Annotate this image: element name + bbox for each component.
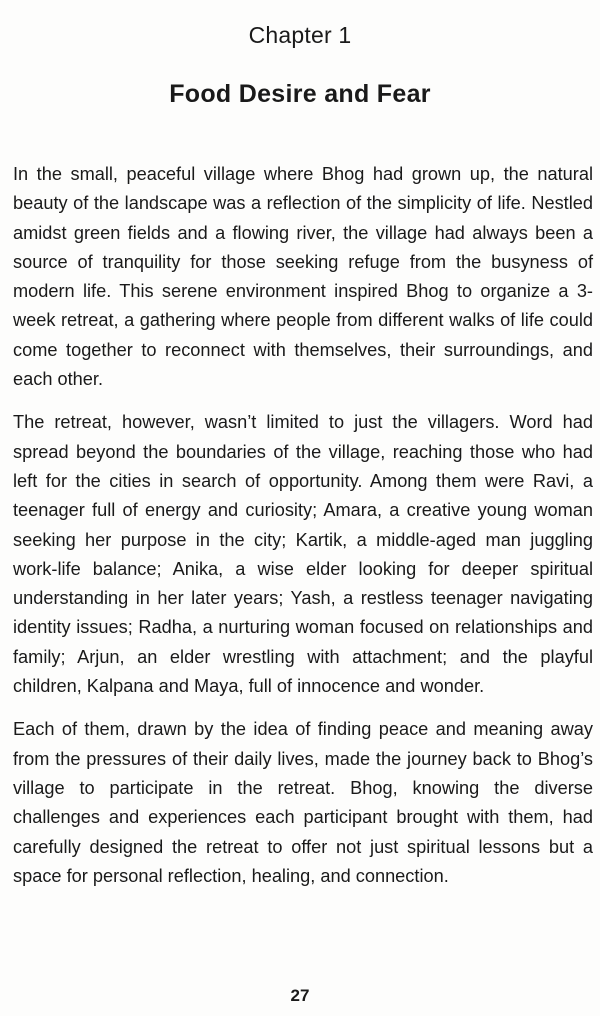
chapter-body	[13, 160, 593, 905]
chapter-title: Food Desire and Fear	[169, 80, 431, 108]
chapter-label: Chapter 1	[248, 22, 352, 48]
paragraph-1: In the small, peaceful village where Bhog had grown up, the natural beauty of the landscape was a reflection of the simplicity of life. Nestled amidst green fields and a flowing river, the village had always been a source of tranquility for those seeking refuge from the busyness of modern life. This serene environment inspired Bhog to organize a 3-week retreat, a gathering where people from different walks of life could come together to reconnect with themselves, their surroundings, and each other.	[13, 164, 593, 390]
paragraph-2: The retreat, however, wasn’t limited to just the villagers. Word had spread beyond the boundaries of the village, reaching those who had left for the cities in search of opportunity. Among them were Ravi, a teenager full of energy and curiosity; Amara, a creative young woman seeking her purpose in the city; Kartik, a middle-aged man juggling work-life balance; Anika, a wise elder looking for deeper spiritual understanding in her later years; Yash, a restless teenager navigating identity issues; Radha, a nurturing woman focused on relationships and family; Arjun, an elder wrestling with attachment; and the playful children, Kalpana and Maya, full of innocence and wonder.	[13, 412, 593, 697]
paragraph-3: Each of them, drawn by the idea of finding peace and meaning away from the pressures of their daily lives, made the journey back to Bhog’s village to participate in the retreat. Bhog, knowing the diverse challenges and experiences each participant brought with them, had carefully designed the retreat to offer not just spiritual lessons but a space for personal reflection, healing, and connection.	[13, 719, 593, 886]
page-number: 27	[290, 986, 310, 1005]
